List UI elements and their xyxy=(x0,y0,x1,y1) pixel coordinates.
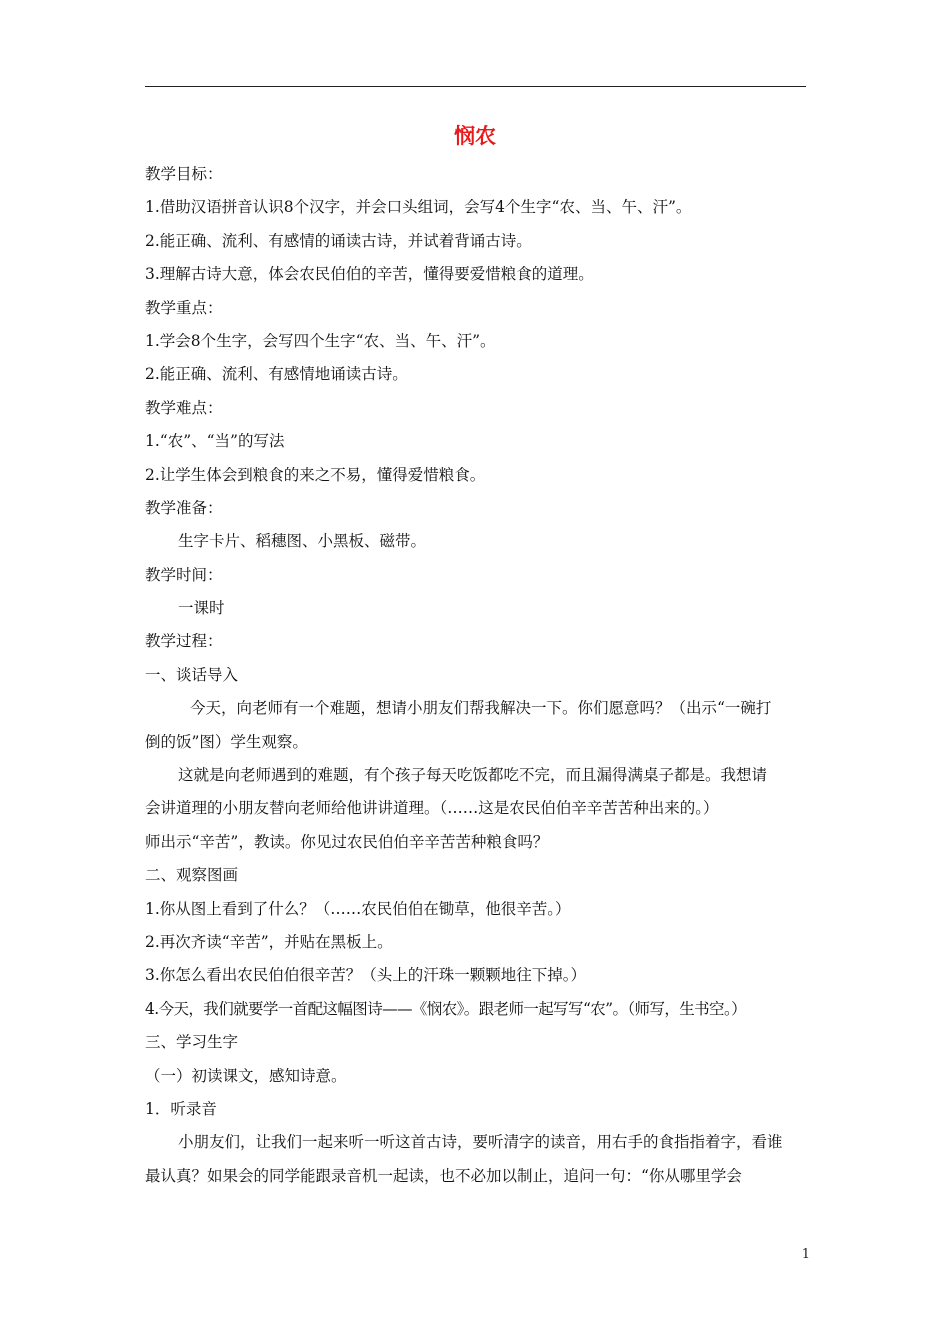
text-line: 4.今天，我们就要学一首配这幅图诗——《悯农》。跟老师一起写写“农”。（师写，生书空。） xyxy=(145,999,746,1018)
paragraph-line: 倒的饭”图）学生观察。 xyxy=(145,732,308,751)
page-number: 1 xyxy=(801,1247,810,1262)
text-line: （一）初读课文，感知诗意。 xyxy=(145,1066,347,1085)
text-line: 1．听录音 xyxy=(145,1099,217,1118)
text-line: 1.“农”、“当”的写法 xyxy=(145,432,285,451)
text-line: 3.你怎么看出农民伯伯很辛苦？（头上的汗珠一颗颗地往下掉。） xyxy=(145,966,587,985)
text-line: 师出示“辛苦”，教读。你见过农民伯伯辛辛苦苦种粮食吗？ xyxy=(145,832,549,851)
paragraph-line: 今天，向老师有一个难题，想请小朋友们帮我解决一下。你们愿意吗？（出示“一碗打 xyxy=(190,699,772,718)
section-heading: 教学时间： xyxy=(145,565,223,584)
paragraph-line: 这就是向老师遇到的难题，有个孩子每天吃饭都吃不完，而且漏得满桌子都是。我想请 xyxy=(178,766,768,785)
document-body xyxy=(145,158,807,1193)
subsection-heading: 二、观察图画 xyxy=(145,866,239,885)
text-line: 2.让学生体会到粮食的来之不易，懂得爱惜粮食。 xyxy=(145,465,486,484)
document-title: 悯农 xyxy=(454,124,496,148)
text-line: 1.借助汉语拼音认识8个汉字，并会口头组词，会写4个生字“农、当、午、汗”。 xyxy=(145,198,692,217)
header-rule xyxy=(145,86,806,87)
section-heading: 教学过程： xyxy=(145,632,223,651)
section-heading: 教学准备： xyxy=(145,498,223,517)
text-line: 3.理解古诗大意，体会农民伯伯的辛苦，懂得要爱惜粮食的道理。 xyxy=(145,265,594,284)
section-heading: 教学目标： xyxy=(145,165,223,183)
paragraph-line: 小朋友们，让我们一起来听一听这首古诗，要听清字的读音，用右手的食指指着字，看谁 xyxy=(178,1133,783,1152)
text-line: 1.学会8个生字，会写四个生字“农、当、午、汗”。 xyxy=(145,331,496,350)
text-line: 2.能正确、流利、有感情的诵读古诗，并试着背诵古诗。 xyxy=(145,231,532,250)
text-line: 2.再次齐读“辛苦”，并贴在黑板上。 xyxy=(145,932,393,951)
text-line: 生字卡片、稻穗图、小黑板、磁带。 xyxy=(178,532,427,551)
paragraph-line: 会讲道理的小朋友替向老师给他讲讲道理。（……这是农民伯伯辛辛苦苦种出来的。） xyxy=(145,799,719,818)
text-line: 一课时 xyxy=(178,599,225,618)
text-line: 2.能正确、流利、有感情地诵读古诗。 xyxy=(145,365,408,384)
subsection-heading: 三、学习生字 xyxy=(145,1033,239,1052)
paragraph-line: 最认真？如果会的同学能跟录音机一起读，也不必加以制止，追问一句：“你从哪里学会 xyxy=(145,1166,742,1185)
text-line: 1.你从图上看到了什么？（……农民伯伯在锄草，他很辛苦。） xyxy=(145,899,571,918)
section-heading: 教学难点： xyxy=(145,398,223,417)
subsection-heading: 一、谈话导入 xyxy=(145,665,239,684)
section-heading: 教学重点： xyxy=(145,298,223,317)
